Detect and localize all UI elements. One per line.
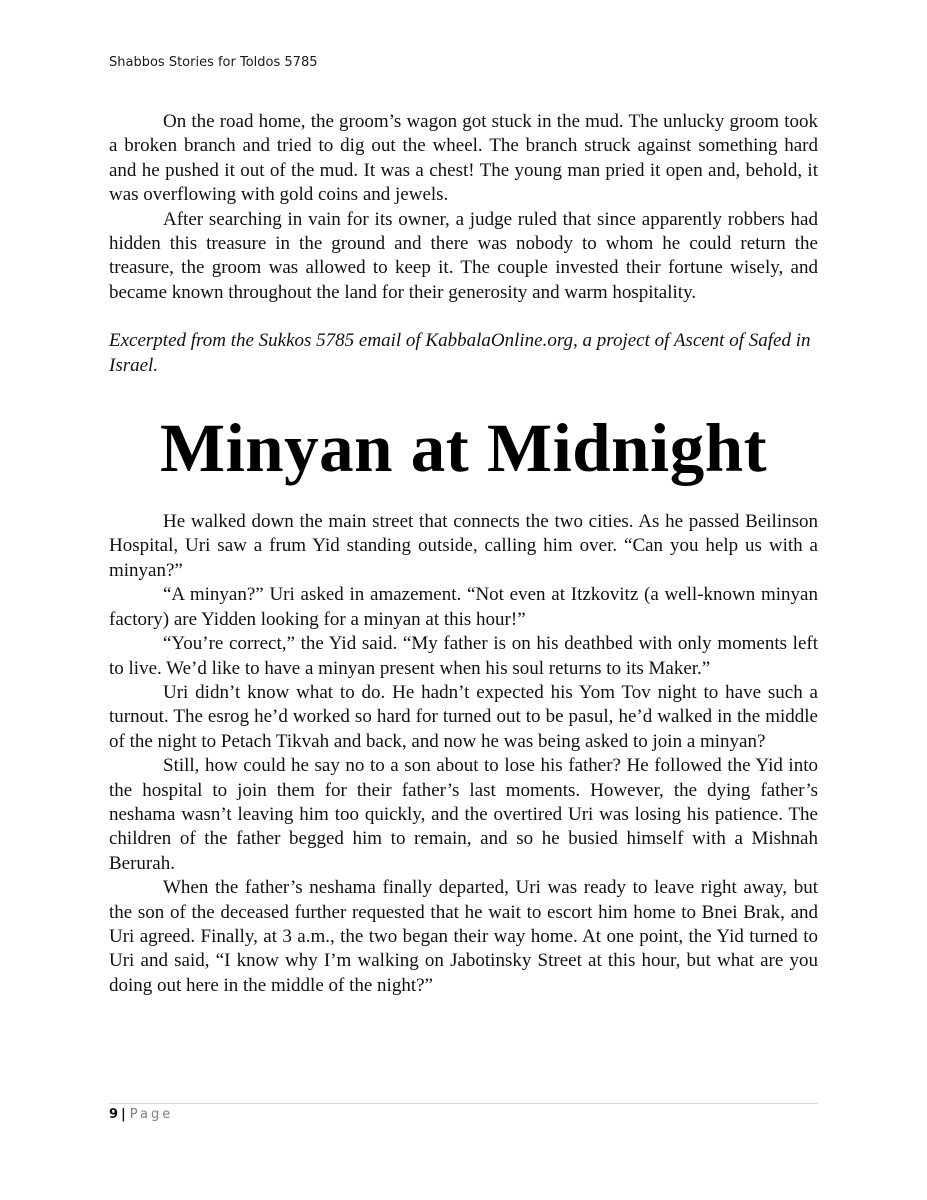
- page-footer: [109, 1107, 173, 1122]
- story-paragraph: On the road home, the groom’s wagon got stuck in the mud. The unlucky groom took a broken branch and tried to dig out the wheel. The branch struck against something hard and he pushed it out of the mud. It was a chest! The young man pried it open and, behold, it was overflowing with gold coins and jewels.: [109, 111, 818, 206]
- story-paragraph: Still, how could he say no to a son about to lose his father? He followed the Yid into the hospital to join them for their father’s last moments. However, the dying father’s neshama wasn’t leaving him too quickly, and the overtired Uri was losing his patience. The children of the father begged him to remain, and so he busied himself with a Mishnah Berurah.: [109, 755, 818, 874]
- story-paragraph: After searching in vain for its owner, a judge ruled that since apparently robbers had hidden this treasure in the ground and there was nobody to whom he could return the treasure, the groom was allowed to keep it. The couple invested their fortune wisely, and became known throughout the land for their generosity and warm hospitality.: [109, 208, 818, 303]
- page-label: Page: [129, 1107, 174, 1122]
- footer-divider: [109, 1103, 818, 1104]
- running-header: Shabbos Stories for Toldos 5785: [109, 55, 318, 70]
- story-paragraph: Uri didn’t know what to do. He hadn’t expected his Yom Tov night to have such a turnout. The esrog he’d worked so hard for turned out to be pasul, he’d walked in the middle of the night to Petach Tikvah and back, and now he was being asked to join a minyan?: [109, 681, 818, 752]
- page-content: [109, 110, 818, 998]
- story-paragraph: “A minyan?” Uri asked in amazement. “Not even at Itzkovitz (a well-known minyan factory) are Yidden looking for a minyan at this hour!”: [109, 584, 818, 630]
- footer-separator: |: [121, 1107, 126, 1122]
- story-title: Minyan at Midnight: [159, 410, 768, 487]
- source-citation: Excerpted from the Sukkos 5785 email of KabbalaOnline.org, a project of Ascent of Safed in Israel.: [109, 330, 811, 376]
- story-paragraph: He walked down the main street that connects the two cities. As he passed Beilinson Hospital, Uri saw a frum Yid standing outside, calling him over. “Can you help us with a minyan?”: [109, 511, 818, 581]
- story-paragraph: When the father’s neshama finally departed, Uri was ready to leave right away, but the son of the deceased further requested that he wait to escort him home to Bnei Brak, and Uri agreed. Finally, at 3 a.m., the two began their way home. At one point, the Yid turned to Uri and said, “I know why I’m walking on Jabotinsky Street at this hour, but what are you doing out here in the middle of the night?”: [109, 877, 818, 996]
- story-paragraph: “You’re correct,” the Yid said. “My father is on his deathbed with only moments left to live. We’d like to have a minyan present when his soul returns to its Maker.”: [109, 633, 818, 679]
- page-number: 9: [109, 1107, 119, 1122]
